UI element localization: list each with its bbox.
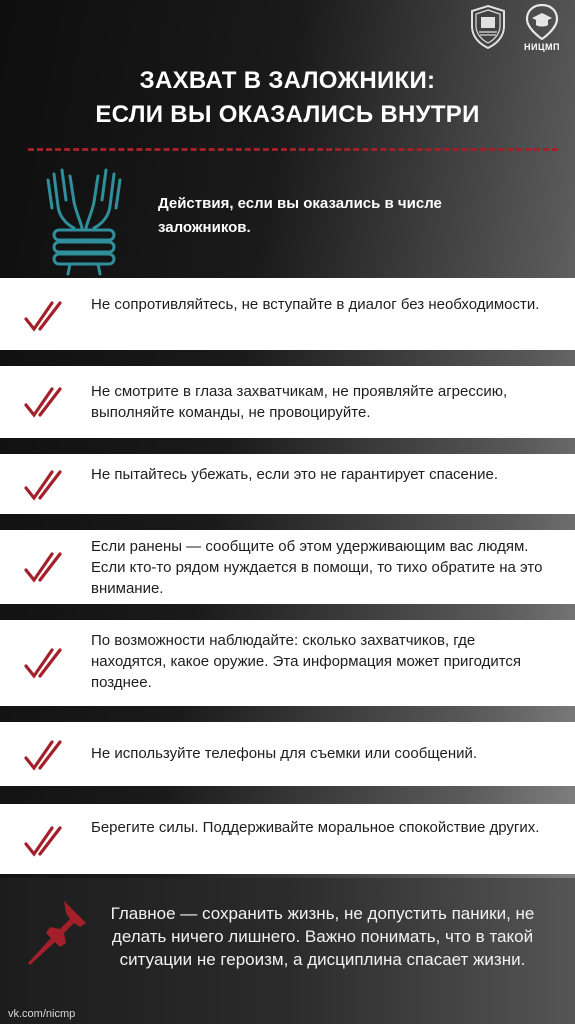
list-item [0, 804, 575, 874]
double-check-icon [24, 468, 70, 502]
double-check-icon [24, 824, 70, 858]
page-title [0, 64, 575, 132]
list-item [0, 278, 575, 350]
title-line-2: ЕСЛИ ВЫ ОКАЗАЛИСЬ ВНУТРИ [95, 101, 480, 128]
list-item-text: По возможности наблюдайте: сколько захватчиков, где находятся, какое оружие. Эта информация может пригодится позднее. [91, 632, 522, 691]
graduation-cap-icon [525, 4, 559, 40]
list-item-text: Не используйте телефоны для съемки или сообщений. [91, 745, 478, 762]
double-check-icon [24, 550, 70, 584]
list-item [0, 620, 575, 706]
nicmp-logo [517, 4, 567, 52]
list-item [0, 366, 575, 438]
logo-caption: НИЦМП [523, 42, 560, 52]
list-item-text: Не смотрите в глаза захватчикам, не проявляйте агрессию, выполняйте команды, не провоцируйте. [91, 383, 508, 421]
tied-hands-icon [44, 166, 124, 276]
double-check-icon [24, 738, 70, 772]
list-item [0, 722, 575, 786]
conclusion-text: Главное — сохранить жизнь, не допустить паники, не делать ничего лишнего. Важно понимать, что в такой ситуации не героизм, а дисциплина спасает жизни. [110, 904, 535, 969]
list-item-text: Не пытайтесь убежать, если это не гарантирует спасение. [91, 466, 499, 483]
shield-logo-icon [469, 4, 507, 50]
title-line-1: ЗАХВАТ В ЗАЛОЖНИКИ: [139, 67, 436, 94]
double-check-icon [24, 299, 70, 333]
intro-text: Действия, если вы оказались в числе заложников. [158, 195, 442, 236]
footer-link[interactable]: vk.com/nicmp [8, 1008, 76, 1020]
push-pin-icon [24, 897, 96, 969]
list-item [0, 454, 575, 514]
list-item [0, 530, 575, 604]
list-item-text: Не сопротивляйтесь, не вступайте в диалог без необходимости. [91, 296, 540, 313]
double-check-icon [24, 385, 70, 419]
double-check-icon [24, 646, 70, 680]
dashed-divider [28, 148, 558, 151]
logos [469, 4, 567, 52]
list-item-text: Если ранены — сообщите об этом удерживающим вас людям. Если кто-то рядом нуждается в помощи, то тихо обратите на это внимание. [91, 538, 543, 597]
list-item-text: Берегите силы. Поддерживайте моральное спокойствие других. [91, 819, 540, 836]
